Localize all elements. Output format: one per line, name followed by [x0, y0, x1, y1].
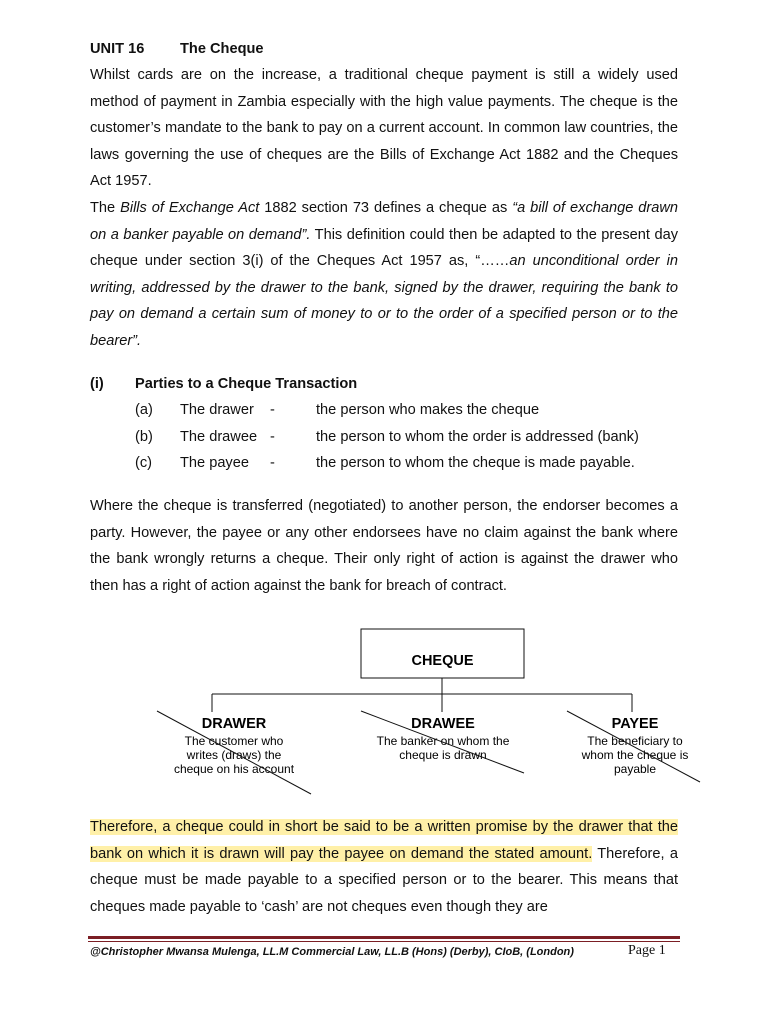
highlighted-definition: Therefore, a cheque could in short be said to be a written promise by the drawer that the bank on which it is drawn will pay the payee on demand the stated amount. — [90, 819, 678, 862]
footer-rule-thick — [88, 936, 680, 939]
unit-title: The Cheque — [180, 41, 264, 57]
unit-number: UNIT 16 — [90, 41, 145, 57]
intro-paragraph: Whilst cards are on the increase, a traditional cheque payment is still a widely used method of payment in Zambia especially with the high value payments. The cheque is the customer’s mandate to the bank to pay on a current account. In common law countries, the laws governing the use of cheques are the Bills of Exchange Act 1882 and the Cheques Act 1957. — [90, 67, 678, 190]
cheque-box-label: CHEQUE — [411, 653, 474, 669]
drawee-title: DRAWEE — [411, 716, 475, 732]
footer-author: @Christopher Mwansa Mulenga, LL.M Commercial Law, LL.B (Hons) (Derby), CIoB, (London) — [90, 946, 574, 958]
payee-desc-line: whom the cheque is — [581, 748, 689, 762]
party-payee-row: (c) The payee - the person to whom the cheque is made payable. — [135, 455, 635, 472]
drawer-desc-line: cheque on his account — [173, 762, 295, 776]
conclusion-paragraph: Therefore, a cheque could in short be said to be a written promise by the drawer that the bank on which it is drawn will pay the payee on demand the stated amount. Therefore, a cheque must be made payable to a specified person or to the bearer. This means that cheques made payable to ‘cash’ are not cheques even though they are — [90, 819, 678, 915]
definition-paragraph: The Bills of Exchange Act 1882 section 73 defines a cheque as “a bill of exchange drawn on a banker payable on demand”. This definition could then be adapted to the present day cheque under section 3(i) of the Cheques Act 1957 as, “……an unconditional order in writing, addressed by the drawer to the bank, signed by the drawer, requiring the bank to pay on demand a certain sum of money to or to the order of a specified person or to the bearer”. — [90, 199, 679, 349]
endorser-paragraph: Where the cheque is transferred (negotiated) to another person, the endorser becomes a party. However, the payee or any other endorsees have no claim against the bank where the bank wrongly returns a cheque. Their only right of action is against the drawer who then has a right of action against the bank for breach of contract. — [90, 497, 678, 594]
footer-rule-thin — [88, 941, 680, 942]
footer-page-number: Page 1 — [628, 943, 666, 958]
payee-title: PAYEE — [611, 716, 659, 732]
payee-desc-line: The beneficiary to — [587, 734, 683, 748]
payee-desc-line: payable — [613, 762, 657, 776]
party-drawee-row: (b) The drawee - the person to whom the order is addressed (bank) — [135, 428, 639, 445]
drawer-node — [157, 711, 311, 794]
party-drawer-row: (a) The drawer - the person who makes the cheque — [135, 402, 540, 419]
drawer-desc-line: writes (draws) the — [186, 748, 282, 762]
payee-node — [567, 711, 700, 782]
drawer-desc-line: The customer who — [184, 734, 284, 748]
parties-heading: (i) Parties to a Cheque Transaction — [90, 375, 358, 392]
conclusion-block — [90, 814, 678, 920]
drawer-title: DRAWER — [201, 716, 267, 732]
drawee-desc-line: The banker on whom the — [376, 734, 510, 748]
drawee-desc-line: cheque is drawn — [399, 748, 487, 762]
drawee-node — [361, 711, 524, 773]
